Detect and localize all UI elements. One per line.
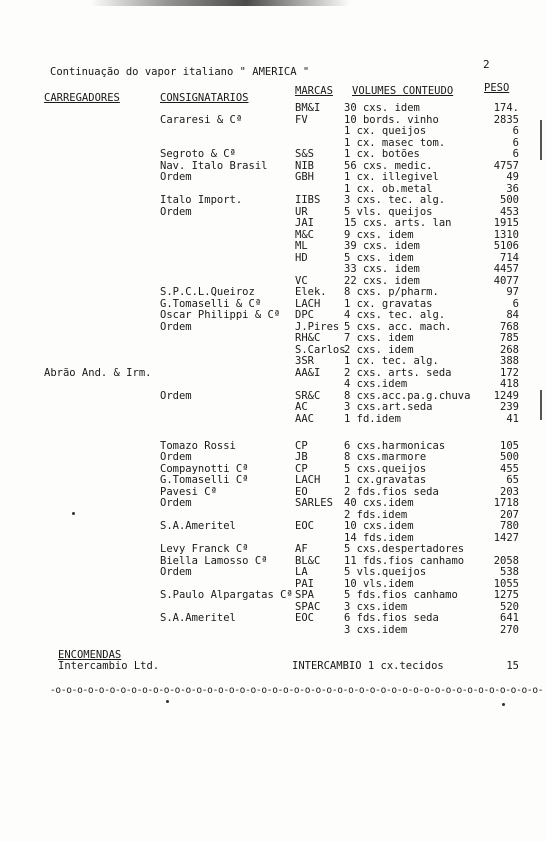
manifest-row	[0, 544, 547, 555]
row-volume-conteudo: 33 cxs. idem	[344, 263, 420, 275]
manifest-row	[0, 556, 547, 567]
row-volume-conteudo: 7 cxs. idem	[344, 332, 414, 344]
row-volume-conteudo: 5 vls. queijos	[344, 205, 433, 218]
row-consignatario: Compaynotti Cª	[160, 462, 249, 475]
row-marca: HD	[295, 251, 308, 264]
row-peso: 239	[500, 401, 519, 413]
manifest-row	[0, 379, 547, 390]
manifest-row	[0, 510, 547, 521]
manifest-row	[0, 441, 547, 452]
manifest-row	[0, 429, 547, 440]
manifest-row	[0, 498, 547, 509]
row-marca: EO	[295, 485, 308, 498]
row-consignatario: Oscar Philippi & Cª	[160, 309, 281, 321]
row-carregador: Abrão And. & Irm.	[44, 366, 152, 379]
row-marca: ML	[295, 240, 308, 252]
row-marca: S&S	[295, 148, 314, 160]
row-peso: 105	[500, 439, 519, 452]
row-volume-conteudo: 6 fds.fios seda	[344, 612, 439, 624]
row-peso: 41	[506, 412, 519, 425]
row-volume-conteudo: 5 cxs. acc. mach.	[344, 320, 452, 333]
row-peso: 4457	[493, 263, 519, 275]
row-volume-conteudo: 4 cxs. tec. alg.	[344, 309, 446, 321]
row-volume-conteudo: 3 cxs.art.seda	[344, 401, 433, 413]
row-peso: 520	[500, 600, 519, 613]
row-peso: 714	[500, 251, 519, 264]
row-peso: 1310	[493, 228, 519, 241]
row-peso: 5106	[493, 240, 519, 252]
row-peso: 84	[506, 309, 519, 321]
scan-speck	[502, 703, 505, 706]
row-consignatario: Ordem	[160, 171, 192, 183]
row-consignatario: Tomazo Rossi	[160, 439, 236, 452]
manifest-row	[0, 602, 547, 613]
manifest-row	[0, 579, 547, 590]
manifest-row	[0, 149, 547, 160]
manifest-row	[0, 590, 547, 601]
row-volume-conteudo: 8 cxs.acc.pa.g.chuva	[344, 389, 471, 402]
manifest-row	[0, 195, 547, 206]
row-marca: PAI	[295, 577, 314, 590]
row-volume-conteudo: 2 fds.idem	[344, 508, 408, 521]
scan-speck	[166, 700, 169, 703]
row-marca: RH&C	[295, 332, 321, 344]
row-consignatario: S.A.Ameritel	[160, 520, 236, 532]
row-peso: 4077	[493, 274, 519, 287]
row-peso: 500	[500, 451, 519, 463]
scan-speck	[72, 512, 75, 515]
row-peso: 2058	[493, 554, 519, 567]
row-marca: GBH	[295, 171, 314, 183]
row-marca: LACH	[295, 474, 321, 486]
row-peso: 780	[500, 520, 519, 532]
encomendas-mark-volume: INTERCAMBIO 1 cx.tecidos	[292, 660, 444, 672]
row-consignatario: Levy Franck Cª	[160, 543, 249, 555]
encomendas-row	[0, 661, 547, 672]
manifest-row	[0, 172, 547, 183]
row-peso: 785	[500, 332, 519, 344]
row-peso: 6	[512, 148, 519, 160]
row-peso: 65	[506, 474, 519, 486]
row-peso: 641	[500, 612, 519, 624]
row-consignatario: Italo Import.	[160, 194, 243, 206]
header-carregadores: CARREGADORES	[44, 92, 120, 104]
row-volume-conteudo: 5 cxs. idem	[344, 251, 414, 264]
row-marca: AA&I	[295, 366, 321, 379]
row-marca: CP	[295, 462, 308, 475]
row-volume-conteudo: 4 cxs.idem	[344, 378, 408, 390]
row-volume-conteudo: 15 cxs. arts. lan	[344, 217, 452, 229]
row-peso: 768	[500, 320, 519, 333]
row-consignatario: Cararesi & Cª	[160, 113, 243, 126]
row-consignatario: Ordem	[160, 566, 192, 578]
row-volume-conteudo: 2 cxs. idem	[344, 343, 414, 356]
manifest-row	[0, 533, 547, 544]
manifest-row	[0, 103, 547, 114]
row-volume-conteudo: 9 cxs. idem	[344, 228, 414, 241]
manifest-row	[0, 521, 547, 532]
document-title: Continuação do vapor italiano " AMERICA "	[50, 66, 310, 78]
row-volume-conteudo: 3 cxs.idem	[344, 623, 408, 636]
row-volume-conteudo: 5 fds.fios canhamo	[344, 589, 458, 601]
row-volume-conteudo: 56 cxs. medic.	[344, 159, 433, 172]
row-marca: AC	[295, 401, 308, 413]
row-volume-conteudo: 6 cxs.harmonicas	[344, 439, 446, 452]
row-volume-conteudo: 2 fds.fios seda	[344, 485, 439, 498]
manifest-row	[0, 452, 547, 463]
row-marca: JAI	[295, 217, 314, 229]
row-volume-conteudo: 1 cx. botões	[344, 148, 420, 160]
row-volume-conteudo: 10 vls.idem	[344, 577, 414, 590]
row-peso: 1427	[493, 531, 519, 544]
row-volume-conteudo: 1 fd.idem	[344, 412, 401, 425]
row-peso: 6	[512, 297, 519, 310]
row-marca: AAC	[295, 412, 314, 425]
manifest-row	[0, 368, 547, 379]
row-volume-conteudo: 39 cxs. idem	[344, 240, 420, 252]
row-volume-conteudo: 3 cxs. tec. alg.	[344, 194, 446, 206]
row-peso: 49	[506, 171, 519, 183]
manifest-row	[0, 253, 547, 264]
manifest-row	[0, 115, 547, 126]
row-volume-conteudo: 2 cxs. arts. seda	[344, 366, 452, 379]
row-marca: IIBS	[295, 194, 321, 206]
row-consignatario: G.Tomaselli & Cª	[160, 297, 262, 310]
row-marca: UR	[295, 205, 308, 218]
header-peso: PESO	[484, 82, 510, 94]
row-peso: 1275	[493, 589, 519, 601]
row-volume-conteudo: 8 cxs.marmore	[344, 451, 427, 463]
row-marca: EOC	[295, 520, 314, 532]
row-marca: 3SR	[295, 355, 314, 367]
manifest-row	[0, 613, 547, 624]
row-marca: AF	[295, 543, 308, 555]
manifest-row	[0, 264, 547, 275]
row-peso: 6	[512, 125, 519, 137]
row-marca: S.Carlos	[295, 343, 346, 356]
row-peso: 388	[500, 355, 519, 367]
row-peso: 2835	[493, 113, 519, 126]
row-volume-conteudo: 5 vls.queijos	[344, 566, 427, 578]
row-marca: Elek.	[295, 286, 327, 298]
row-peso: 453	[500, 205, 519, 218]
row-volume-conteudo: 10 bords. vinho	[344, 113, 439, 126]
row-volume-conteudo: 1 cx. masec tom.	[344, 136, 446, 149]
manifest-row	[0, 241, 547, 252]
manifest-row	[0, 184, 547, 195]
manifest-row	[0, 126, 547, 137]
manifest-row	[0, 333, 547, 344]
row-marca: SARLES	[295, 497, 333, 509]
row-consignatario: Segroto & Cª	[160, 148, 236, 160]
encomendas-header: ENCOMENDAS	[58, 649, 122, 661]
manifest-row	[0, 391, 547, 402]
row-marca: M&C	[295, 228, 314, 241]
row-volume-conteudo: 30 cxs. idem	[344, 102, 420, 114]
row-volume-conteudo: 22 cxs. idem	[344, 274, 420, 287]
manifest-row	[0, 414, 547, 425]
manifest-row	[0, 464, 547, 475]
row-marca: LA	[295, 566, 308, 578]
manifest-row	[0, 567, 547, 578]
manifest-row	[0, 230, 547, 241]
header-volumes-conteudo: VOLUMES CONTEUDO	[352, 85, 454, 97]
row-peso: 174.	[493, 102, 519, 114]
row-peso: 538	[500, 566, 519, 578]
row-consignatario: G.Tomaselli Cª	[160, 474, 249, 486]
manifest-row	[0, 299, 547, 310]
page-number: 2	[483, 58, 490, 71]
row-marca: LACH	[295, 297, 321, 310]
row-volume-conteudo: 1 cx. queijos	[344, 125, 427, 137]
row-volume-conteudo: 1 cx.gravatas	[344, 474, 427, 486]
manifest-row	[0, 345, 547, 356]
row-peso: 172	[500, 366, 519, 379]
row-consignatario: Ordem	[160, 497, 192, 509]
row-volume-conteudo: 10 cxs.idem	[344, 520, 414, 532]
row-volume-conteudo: 1 cx. gravatas	[344, 297, 433, 310]
row-marca: FV	[295, 113, 308, 126]
scan-edge-mark	[540, 390, 542, 420]
row-volume-conteudo: 5 cxs.queijos	[344, 462, 427, 475]
row-consignatario: Ordem	[160, 451, 192, 463]
row-peso: 1055	[493, 577, 519, 590]
row-marca: SR&C	[295, 389, 321, 402]
row-peso: 1249	[493, 389, 519, 402]
row-consignatario: Nav. Italo Brasil	[160, 159, 268, 172]
manifest-row	[0, 402, 547, 413]
manifest-row	[0, 322, 547, 333]
manifest-row	[0, 218, 547, 229]
row-consignatario: S.Paulo Alpargatas Cª	[160, 589, 293, 601]
manifest-row	[0, 287, 547, 298]
row-volume-conteudo: 3 cxs.idem	[344, 600, 408, 613]
manifest-row	[0, 138, 547, 149]
row-peso: 268	[500, 343, 519, 356]
row-consignatario: Biella Lamosso Cª	[160, 554, 268, 567]
row-volume-conteudo: 14 fds.idem	[344, 531, 414, 544]
row-peso: 500	[500, 194, 519, 206]
row-marca: NIB	[295, 159, 314, 172]
manifest-row	[0, 356, 547, 367]
row-marca: EOC	[295, 612, 314, 624]
divider-line: -o-o-o-o-o-o-o-o-o-o-o-o-o-o-o-o-o-o-o-o-o-o-o-o-o-o-o-o-o-o-o-o-o-o-o-o-o-o-o-o-o-o-o-o-o-	[50, 685, 544, 696]
manifest-row	[0, 207, 547, 218]
row-volume-conteudo: 11 fds.fios canhamo	[344, 554, 465, 567]
row-marca: DPC	[295, 309, 314, 321]
row-peso: 455	[500, 462, 519, 475]
row-marca: VC	[295, 274, 308, 287]
row-peso: 97	[506, 286, 519, 298]
manifest-row	[0, 310, 547, 321]
manifest-row	[0, 475, 547, 486]
row-volume-conteudo: 8 cxs. p/pharm.	[344, 286, 439, 298]
manifest-row	[0, 625, 547, 636]
row-consignatario: S.P.C.L.Queiroz	[160, 286, 255, 298]
row-consignatario: Ordem	[160, 205, 192, 218]
row-marca: J.Pires	[295, 320, 340, 333]
row-peso: 4757	[493, 159, 519, 172]
encomendas-peso: 15	[506, 660, 519, 672]
row-peso: 1915	[493, 217, 519, 229]
header-consignatarios: CONSIGNATARIOS	[160, 92, 249, 104]
row-volume-conteudo: 5 cxs.despertadores	[344, 543, 465, 555]
row-volume-conteudo: 1 cx. illegivel	[344, 171, 439, 183]
row-peso: 6	[512, 136, 519, 149]
row-marca: CP	[295, 439, 308, 452]
scan-edge-mark	[540, 120, 542, 160]
row-consignatario: S.A.Ameritel	[160, 612, 236, 624]
row-peso: 36	[506, 182, 519, 195]
row-marca: BM&I	[295, 102, 321, 114]
row-consignatario: Pavesi Cª	[160, 485, 217, 498]
row-peso: 203	[500, 485, 519, 498]
row-volume-conteudo: 1 cx. ob.metal	[344, 182, 433, 195]
row-peso: 1718	[493, 497, 519, 509]
manifest-row	[0, 161, 547, 172]
manifest-row	[0, 487, 547, 498]
row-marca: SPA	[295, 589, 314, 601]
row-peso: 207	[500, 508, 519, 521]
row-volume-conteudo: 40 cxs.idem	[344, 497, 414, 509]
scan-smudge	[90, 0, 350, 6]
header-marcas: MARCAS	[295, 85, 333, 97]
row-consignatario: Ordem	[160, 389, 192, 402]
row-marca: SPAC	[295, 600, 321, 613]
row-peso: 270	[500, 623, 519, 636]
row-marca: JB	[295, 451, 308, 463]
encomendas-consignee: Intercambio Ltd.	[58, 660, 160, 672]
row-volume-conteudo: 1 cx. tec. alg.	[344, 355, 439, 367]
manifest-row	[0, 276, 547, 287]
row-marca: BL&C	[295, 554, 321, 567]
row-consignatario: Ordem	[160, 320, 192, 333]
row-peso: 418	[500, 378, 519, 390]
